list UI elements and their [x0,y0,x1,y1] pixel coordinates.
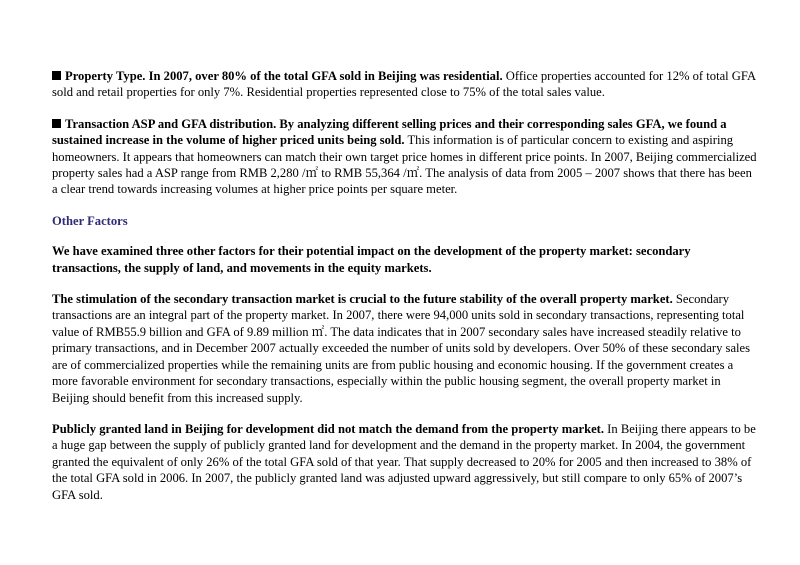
black-square-bullet-icon [52,71,61,80]
document-page [52,68,757,518]
black-square-bullet-icon [52,119,61,128]
other-factors-intro: We have examined three other factors for their potential impact on the development of the property market: secondary transactions, the supply of land, and movements in the equity markets. [52,244,691,275]
property-type-lead: Property Type. In 2007, over 80% of the total GFA sold in Beijing was residential. [65,69,503,83]
transaction-asp-lead: Transaction ASP and GFA distribution. By analyzing different selling prices and their corresponding sales GFA, we found a sustained increase in the volume of higher priced units being sold. [52,116,727,148]
land-supply-body: In Beijing there appears to be a huge gap between the supply of publicly granted land for development and the demand in the property market. In 2004, the government granted the equivalent of only 26% of the total GFA sold of that year. That supply decreased to 20% for 2005 and then increased to 38% of the total GFA sold in 2006. In 2007, the publicly granted land was adjusted upward aggressively, but still compare to only 65% of 2007’s GFA sold. [52,421,756,502]
secondary-market-lead: The stimulation of the secondary transaction market is crucial to the future stability of the overall property market. [52,292,673,307]
property-type-body: Office properties accounted for 12% of total GFA sold and retail properties for only 7%. Residential properties represented close to 75% of the total sales value. [52,69,756,100]
land-supply-lead: Publicly granted land in Beijing for development did not match the demand from the property market. [52,421,605,436]
secondary-market-body: Secondary transactions are an integral part of the property market. In 2007, there were 94,000 units sold in secondary transactions, representing total value of RMB55.9 billion and GFA of 9.89 million ㎡. The data indicates that in 2007 secondary sales have increased steadily relative to primary transactions, and in December 2007 actually exceeded the number of units sold by developers. Over 50% of these secondary sales are of commercialized properties while the remaining units are from public housing and economic housing. If the government creates a more favorable environment for secondary transactions, especially within the public housing segment, the overall property market in Beijing should benefit from this increased supply. [52,292,751,405]
paragraph-secondary-market [52,291,757,406]
paragraph-other-factors-intro [52,243,757,276]
other-factors-heading: Other Factors [52,213,128,228]
transaction-asp-body: This information is of particular concern to existing and aspiring homeowners. It appears that homeowners can match their own target price homes in different price points. In 2007, Beijing commercialized property sales had a ASP range from RMB 2,280 /㎡ to RMB 55,364 /㎡. The analysis of data from 2005 – 2007 shows that there has been a clear trend towards increasing volumes at higher price points per square meter. [52,133,757,197]
paragraph-property-type [52,68,757,101]
paragraph-transaction-asp [52,116,757,198]
paragraph-land-supply [52,421,757,503]
